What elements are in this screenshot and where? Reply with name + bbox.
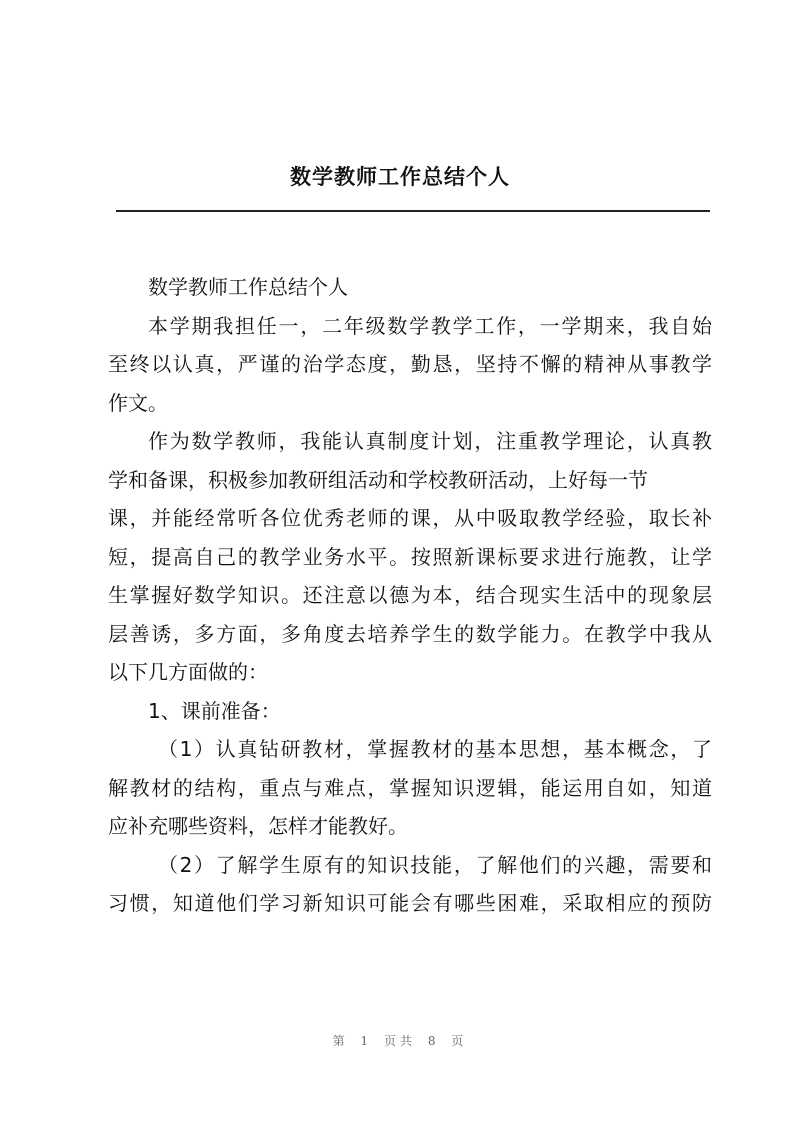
body-line: 至终以认真，严谨的治学态度，勤恳，坚持不懈的精神从事教学 (108, 352, 712, 376)
body-line: 解教材的结构，重点与难点，掌握知识逻辑，能运用自如，知道 (108, 775, 712, 800)
body-line: 以下几方面做的： (108, 660, 268, 684)
body-line: 1、课前准备： (148, 698, 281, 723)
body-line: 习惯，知道他们学习新知识可能会有哪些困难，采取相应的预防 (108, 891, 712, 915)
footer-of-label: 页共 (383, 1034, 416, 1048)
title-divider (116, 210, 710, 212)
body-line: 课，并能经常听各位优秀老师的课，从中吸取教学经验，取长补 (108, 506, 712, 530)
footer-current-page: 1 (360, 1034, 373, 1048)
document-title: 数学教师工作总结个人 (290, 164, 510, 189)
body-line: 学和备课，积极参加教研组活动和学校教研活动，上好每一节 (108, 467, 648, 492)
body-line: 作为数学教师，我能认真制度计划，注重教学理论，认真教 (148, 429, 712, 453)
body-line: 生掌握好数学知识。还注意以德为本，结合现实生活中的现象层 (108, 583, 712, 607)
body-line: （2）了解学生原有的知识技能，了解他们的兴趣，需要和 (158, 852, 712, 877)
page-footer (0, 1032, 800, 1049)
document-body (108, 268, 712, 923)
body-line: 短，提高自己的教学业务水平。按照新课标要求进行施教，让学 (108, 544, 712, 569)
body-line: 作文。 (108, 390, 168, 415)
body-line: 层善诱，多方面，多角度去培养学生的数学能力。在教学中我从 (108, 621, 712, 646)
footer-pages-label: 页 (451, 1034, 468, 1048)
footer-page-label: 第 (332, 1034, 349, 1048)
body-line: 本学期我担任一，二年级数学教学工作，一学期来，我自始 (148, 313, 712, 338)
body-line: （1）认真钻研教材，掌握教材的基本思想，基本概念，了 (158, 737, 712, 761)
body-line: 应补充哪些资料，怎样才能教好。 (108, 814, 408, 838)
body-line: 数学教师工作总结个人 (148, 275, 348, 299)
footer-total-pages: 8 (427, 1034, 440, 1048)
